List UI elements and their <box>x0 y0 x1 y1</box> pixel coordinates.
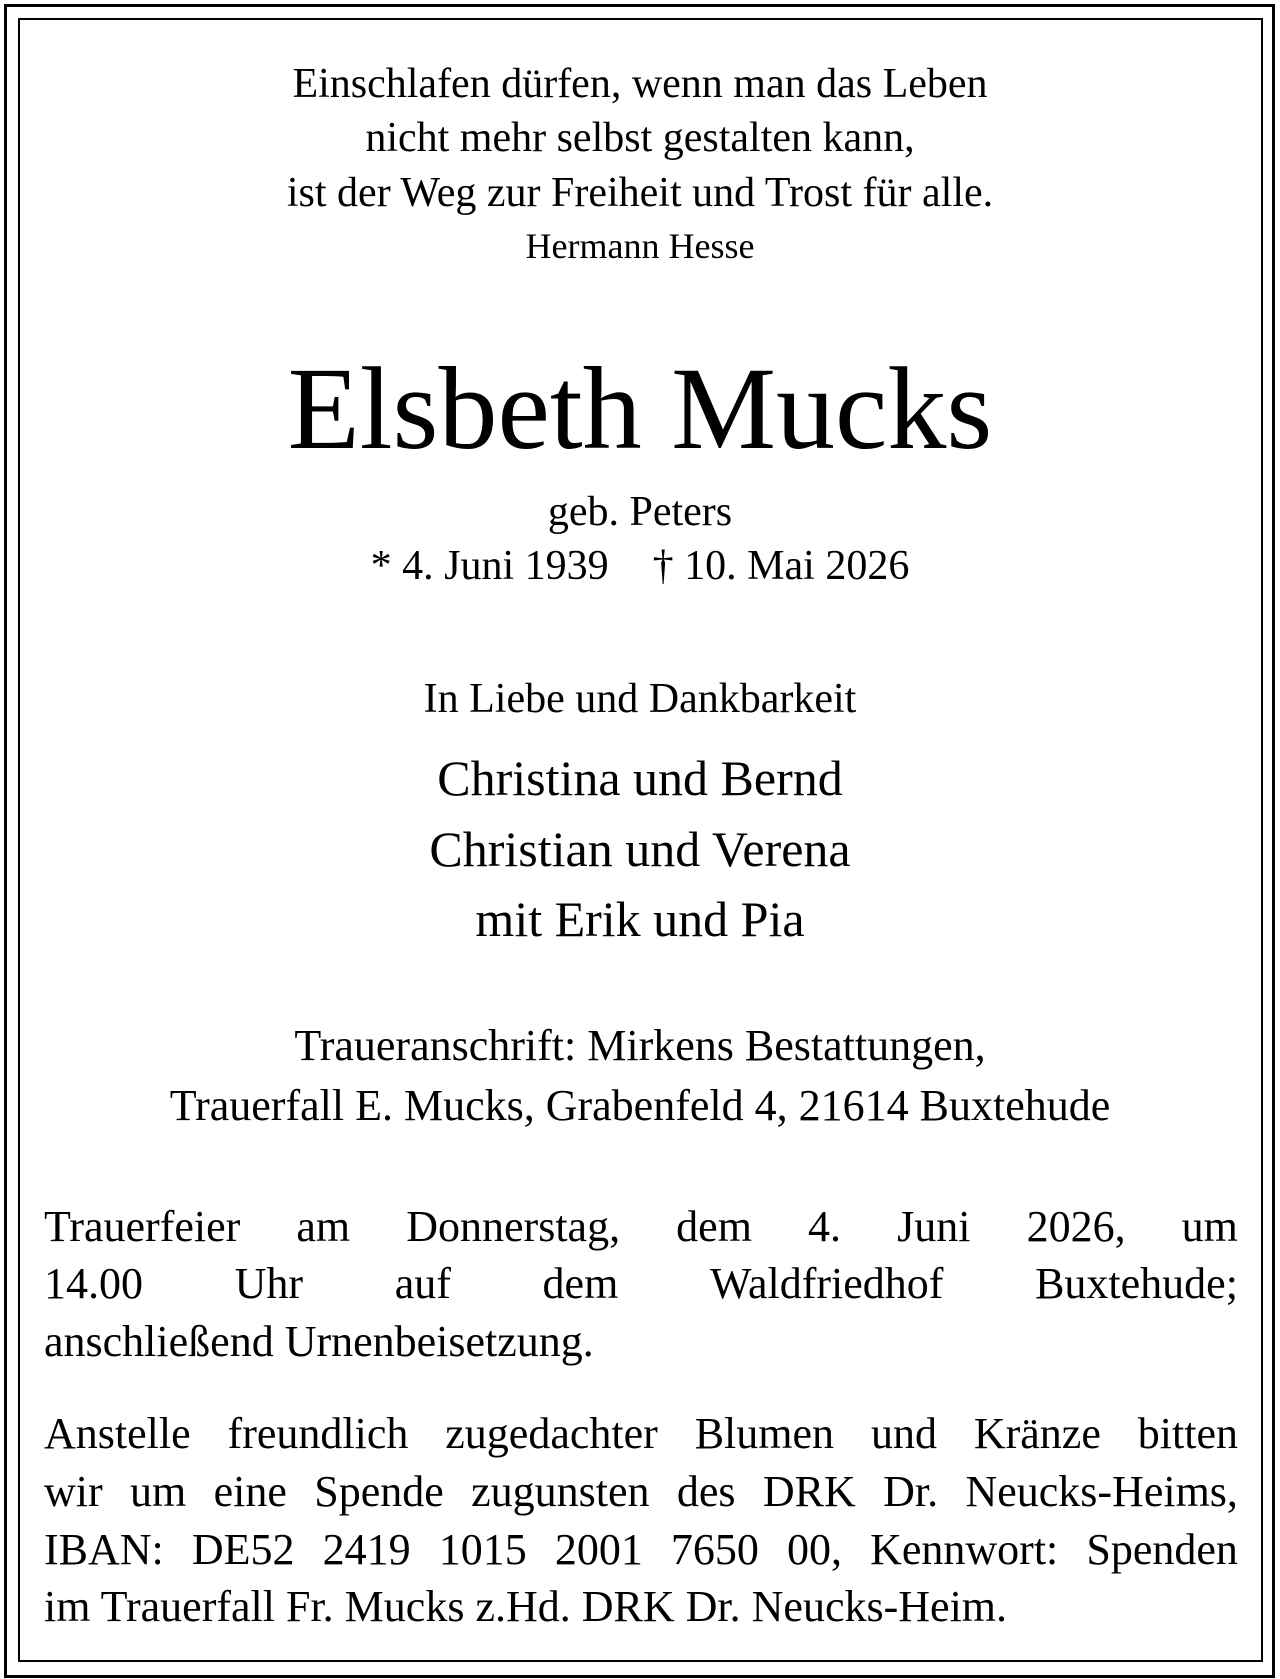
word: um <box>130 1467 187 1516</box>
word: Kennwort: <box>870 1525 1059 1574</box>
word: 1015 <box>438 1525 527 1574</box>
word: Spende <box>314 1467 444 1516</box>
word: eine <box>213 1467 287 1516</box>
address-line-1: Traueranschrift: Mirkens Bestattungen, <box>294 1021 986 1070</box>
word: am <box>296 1202 351 1251</box>
word: Buxtehude; <box>1035 1259 1238 1308</box>
ceremony-line-2 <box>44 1259 1238 1308</box>
word: wir <box>44 1467 103 1516</box>
mourner-line-2: Christian und Verena <box>429 821 851 877</box>
birth-name: geb. Peters <box>547 489 733 535</box>
ceremony-line-1 <box>44 1202 1238 1251</box>
word: dem <box>676 1202 752 1251</box>
word: zugedachter <box>445 1409 658 1458</box>
quote-line-1: Einschlafen dürfen, wenn man das Leben <box>292 61 988 107</box>
donation-line-4: im Trauerfall Fr. Mucks z.Hd. DRK Dr. Neucks-Heim. <box>44 1582 1008 1631</box>
word: DE52 <box>191 1525 295 1574</box>
word: IBAN: <box>44 1525 164 1574</box>
mourner-line-1: Christina und Bernd <box>437 750 843 806</box>
word: Blumen <box>694 1409 835 1458</box>
donation-line-3 <box>44 1525 1238 1574</box>
word: 2026, <box>1026 1202 1126 1251</box>
quote-author: Hermann Hesse <box>525 226 755 266</box>
word: 14.00 <box>44 1259 143 1308</box>
word: Juni <box>897 1202 971 1251</box>
word: DRK <box>762 1467 856 1516</box>
death-date: † 10. Mai 2026 <box>652 543 910 589</box>
word: Waldfriedhof <box>709 1259 944 1308</box>
word: Anstelle <box>44 1409 191 1458</box>
word: Kränze <box>973 1409 1101 1458</box>
word: 2419 <box>322 1525 411 1574</box>
word: und <box>870 1409 937 1458</box>
word: Neucks-Heims, <box>965 1467 1238 1516</box>
quote-line-2: nicht mehr selbst gestalten kann, <box>365 115 915 161</box>
deceased-name: Elsbeth Mucks <box>287 343 993 474</box>
birth-date: * 4. Juni 1939 <box>370 543 609 589</box>
word: 00, <box>787 1525 842 1574</box>
word: auf <box>394 1259 451 1308</box>
word: Uhr <box>234 1259 304 1308</box>
word: des <box>676 1467 736 1516</box>
ceremony-line-3: anschließend Urnenbeisetzung. <box>44 1317 594 1366</box>
quote-line-3: ist der Weg zur Freiheit und Trost für alle. <box>286 170 994 216</box>
address-line-2: Trauerfall E. Mucks, Grabenfeld 4, 21614 Buxtehude <box>169 1081 1111 1130</box>
word: um <box>1181 1202 1238 1251</box>
donation-line-2 <box>44 1467 1238 1516</box>
mourners-intro: In Liebe und Dankbarkeit <box>423 676 857 722</box>
word: Dr. <box>883 1467 939 1516</box>
word: Trauerfeier <box>44 1202 241 1251</box>
word: 2001 <box>554 1525 643 1574</box>
word: zugunsten <box>471 1467 650 1516</box>
word: Donnerstag, <box>406 1202 621 1251</box>
word: Spenden <box>1086 1525 1238 1574</box>
word: 7650 <box>670 1525 759 1574</box>
life-dates <box>0 545 1280 587</box>
donation-line-1 <box>44 1409 1238 1458</box>
word: bitten <box>1137 1409 1238 1458</box>
word: freundlich <box>227 1409 409 1458</box>
word: 4. <box>808 1202 842 1251</box>
mourner-line-3: mit Erik und Pia <box>475 891 805 947</box>
word: dem <box>542 1259 619 1308</box>
